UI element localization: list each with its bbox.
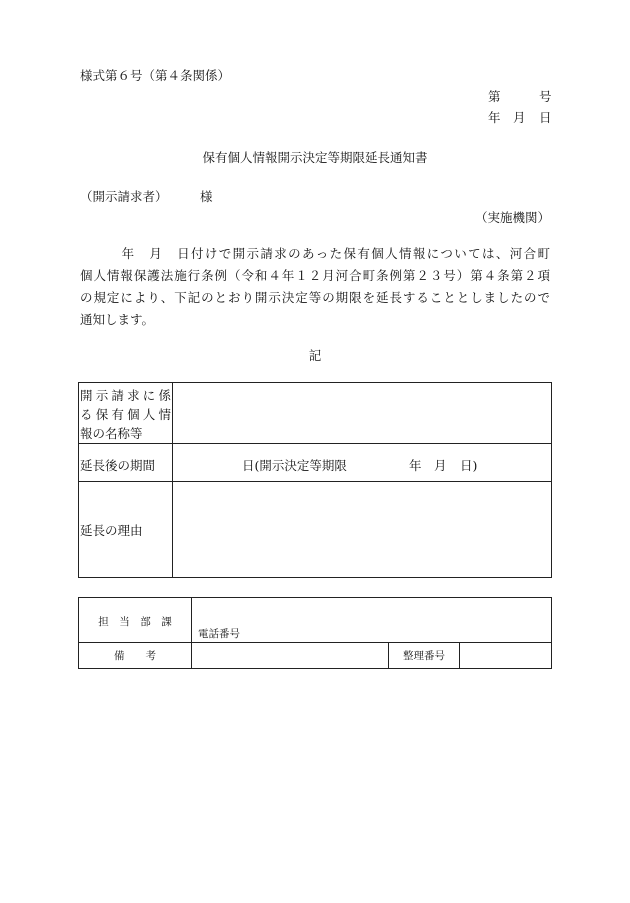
- doc-date-day: 日: [539, 110, 552, 125]
- ki-heading: 記: [308, 348, 322, 363]
- body-line: 個人情報保護法施行条例（令和４年１２月河合町条例第２３号）第４条第２項: [80, 268, 550, 283]
- table2-border: [551, 597, 552, 669]
- table1-border: [78, 382, 552, 383]
- row1-label-line: 開示請求に係: [80, 388, 171, 403]
- table1-border: [78, 382, 79, 578]
- table2-border: [78, 642, 552, 643]
- doc-number-prefix: 第: [488, 89, 501, 104]
- document-title: 保有個人情報開示決定等期限延長通知書: [202, 150, 428, 165]
- row1-label-line: 報の名称等: [80, 426, 143, 441]
- table2-border: [78, 597, 552, 598]
- dept-label: 担 当 部 課: [98, 616, 172, 628]
- table2-border: [459, 642, 460, 669]
- table1-border: [78, 577, 552, 578]
- row3-label: 延長の理由: [80, 523, 143, 538]
- form-number: 様式第６号（第４条関係）: [80, 68, 231, 83]
- addressee-honorific: 様: [200, 189, 213, 204]
- row2-value-month: 月: [434, 458, 447, 473]
- table1-border: [172, 382, 173, 578]
- row2-value-day: 日(開示決定等期限: [242, 458, 347, 473]
- row1-label: [80, 386, 171, 443]
- row1-label-line: る保有個人情: [80, 407, 171, 422]
- body-line: の規定により、下記のとおり開示決定等の期限を延長することとしましたので: [80, 290, 550, 305]
- row2-value-year: 年: [409, 458, 422, 473]
- body-line: 年 月 日付けで開示請求のあった保有個人情報については、河合町: [80, 246, 550, 261]
- remarks-label: 備 考: [114, 650, 156, 662]
- ref-number-label: 整理番号: [403, 650, 445, 662]
- table2-border: [78, 668, 552, 669]
- table1-border: [78, 443, 552, 444]
- table1-border: [551, 382, 552, 578]
- issuer: （実施機関）: [474, 210, 550, 225]
- row2-value-day2: 日): [460, 458, 478, 473]
- addressee-label: （開示請求者）: [80, 189, 168, 204]
- table1-border: [78, 481, 552, 482]
- body-line: 通知します。: [80, 312, 155, 327]
- table2-border: [191, 597, 192, 669]
- doc-number-suffix: 号: [539, 89, 552, 104]
- row2-label: 延長後の期間: [80, 458, 156, 473]
- body-paragraph: [80, 243, 550, 331]
- doc-date-month: 月: [513, 110, 526, 125]
- doc-date-year: 年: [488, 110, 501, 125]
- phone-label: 電話番号: [198, 628, 240, 640]
